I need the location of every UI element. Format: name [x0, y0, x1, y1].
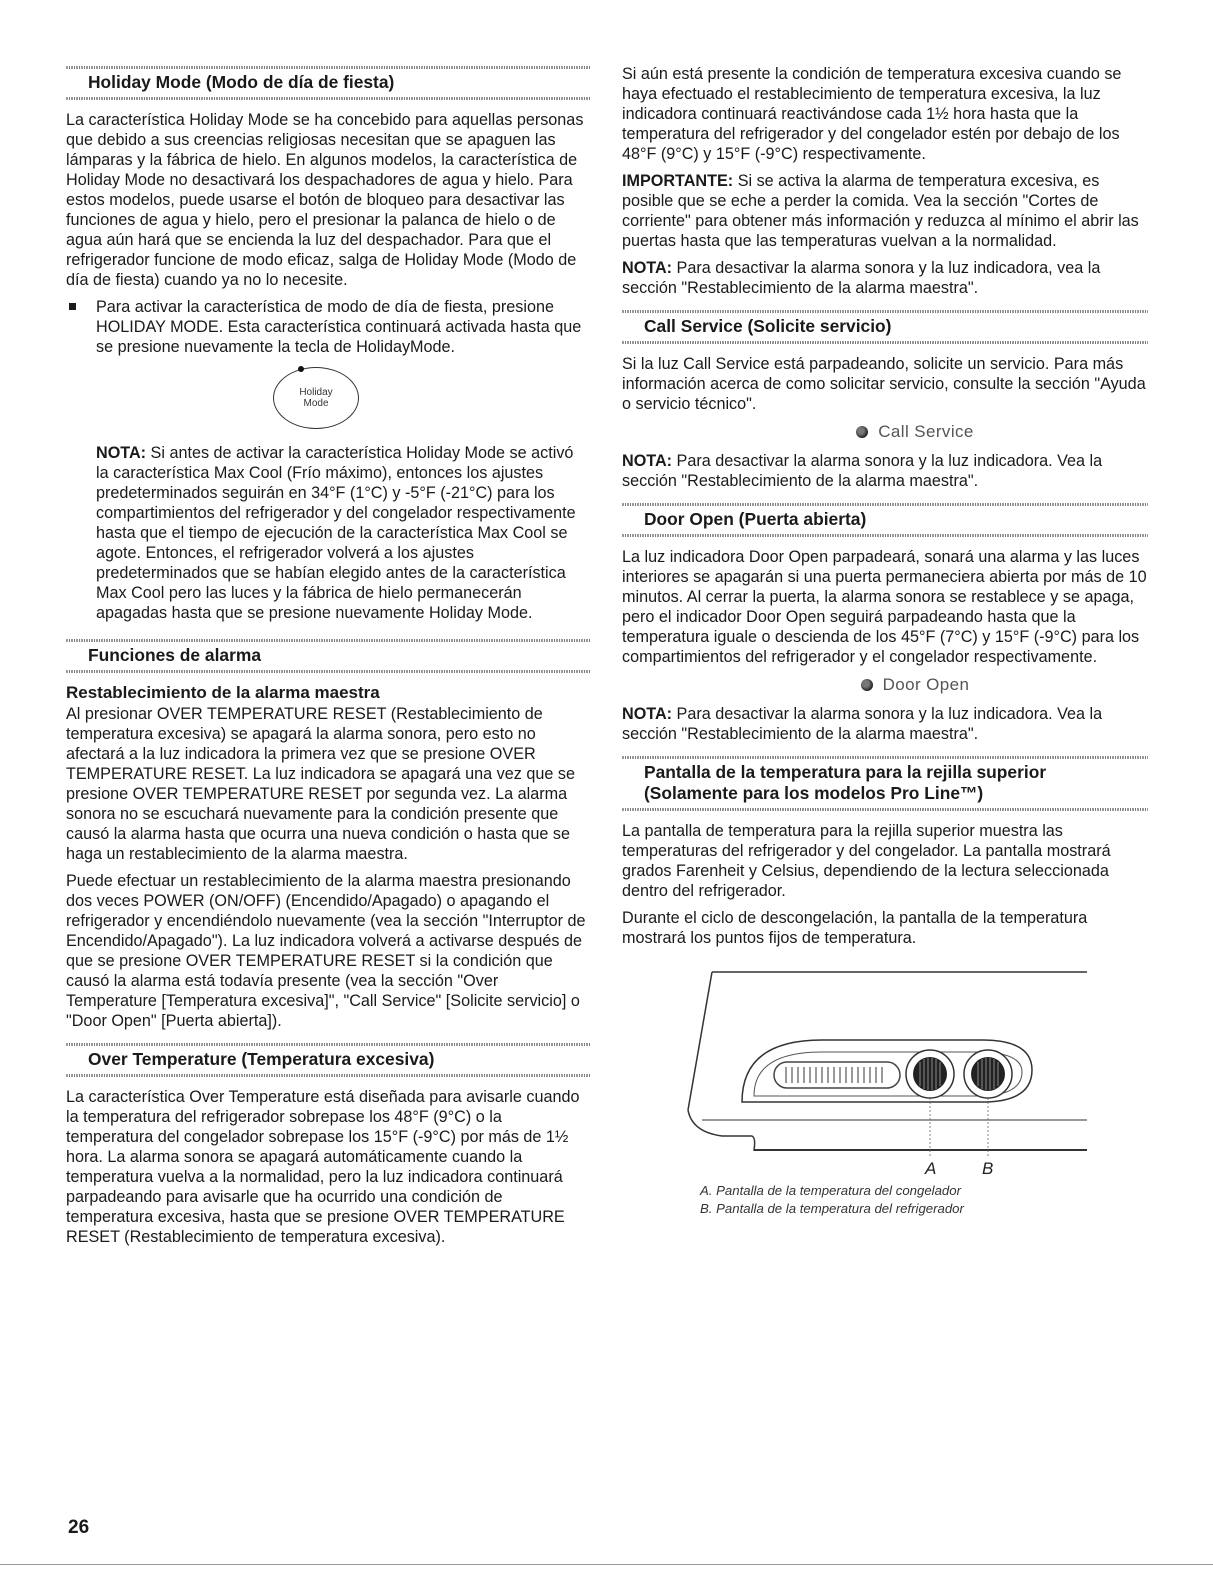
- master-alarm-reset-paragraph-2: Puede efectuar un restablecimiento de la alarma maestra presionando dos veces POWER (ON/OFF) (Encendido/Apagado) o apagando el refrigerador y encendiéndolo nuevamente (vea la sección "Interruptor de Encendido/Apagado"). La luz indicadora volverá a activarse después de que se presione OVER TEMPERATURE RESET si la condición que causó la alarma está todavía presente (vea la sección "Over Temperature [Temperatura excesiva]", "Call Service" [Solicite servicio] o "Door Open" [Puerta abierta]).: [66, 872, 586, 1030]
- call-service-paragraph: Si la luz Call Service está parpadeando, solicite un servicio. Para más información acerca de como solicitar servicio, consulte la sección "Ayuda o servicio técnico".: [622, 355, 1146, 413]
- important-paragraph: [622, 171, 1148, 251]
- call-service-indicator-label: Call Service: [878, 422, 974, 441]
- holiday-mode-button-icon: [273, 367, 359, 429]
- temperature-display-heading-line-1: Pantalla de la temperatura para la rejilla superior: [644, 762, 1047, 782]
- figure-caption-b: B. Pantalla de la temperatura del refrigerador: [700, 1201, 964, 1216]
- temperature-display-heading-line-2: (Solamente para los modelos Pro Line™): [644, 783, 984, 803]
- indicator-light-icon: [856, 426, 868, 438]
- door-open-paragraph: La luz indicadora Door Open parpadeará, sonará una alarma y las luces interiores se apagarán si una puerta permaneciera abierta por más de 10 minutos. Al cerrar la puerta, la alarma sonora se restablece y se apaga, pero el indicador Door Open seguirá parpadeando hasta que la temperatura iguale o descienda de los 45°F (7°C) y 15°F (-9°C) para los compartimientos del refrigerador y el congelador respectivamente.: [622, 548, 1147, 666]
- call-service-note: [622, 451, 1148, 491]
- label-a: A: [925, 1159, 937, 1178]
- temperature-display-paragraph-2: Durante el ciclo de descongelación, la pantalla de la temperatura mostrará los puntos fijos de temperatura.: [622, 909, 1088, 947]
- note-text: Para desactivar la alarma sonora y la luz indicadora. Vea la sección "Restablecimiento de la alarma maestra".: [622, 705, 1103, 743]
- holiday-button-label-1: Holiday: [299, 387, 333, 398]
- door-open-heading: Door Open (Puerta abierta): [622, 501, 1148, 538]
- over-temperature-paragraph: La característica Over Temperature está diseñada para avisarle cuando la temperatura del refrigerador sobrepase los 48°F (9°C) o la temperatura del congelador sobrepase los 15°F (-9°C) por más de 1½ hora. La alarma sonora se apagará automáticamente cuando la temperatura vuelva a la normalidad, pero la luz indicadora continuará parpadeando para avisarle que ha ocurrido una condición de temperatura excesiva, hasta que se presione OVER TEMPERATURE RESET (Restablecimiento de temperatura excesiva).: [66, 1088, 580, 1246]
- over-temperature-continued-paragraph: Si aún está presente la condición de temperatura excesiva cuando se haya efectuado el restablecimiento de temperatura excesiva, la luz indicadora continuará reactivándose cada 1½ hora hasta que la temperatura del refrigerador y del congelador estén por debajo de los 48°F (9°C) y 15°F (-9°C) respectivamente.: [622, 65, 1122, 163]
- note-text: Para desactivar la alarma sonora y la luz indicadora. Vea la sección "Restablecimiento de la alarma maestra".: [622, 452, 1103, 490]
- label-b: B: [982, 1159, 994, 1178]
- temperature-display-figure: [682, 960, 1102, 1180]
- holiday-mode-note: [66, 443, 590, 623]
- temperature-display-heading: [622, 754, 1148, 812]
- holiday-button-label-2: Mode: [303, 398, 329, 409]
- call-service-indicator: [682, 422, 1148, 442]
- call-service-heading: Call Service (Solicite servicio): [622, 308, 1148, 345]
- temperature-display-illustration: [682, 960, 1102, 1180]
- right-column: [622, 64, 1148, 1218]
- over-temperature-note: [622, 258, 1148, 298]
- note-label: NOTA:: [622, 452, 673, 470]
- note-label: NOTA:: [622, 705, 673, 723]
- figure-caption-a: A. Pantalla de la temperatura del congelador: [700, 1183, 961, 1198]
- temperature-display-paragraph-1: La pantalla de temperatura para la rejilla superior muestra las temperaturas del refrigerador y del congelador. La pantalla mostrará grados Farenheit y Celsius, dependiendo de la lectura seleccionada dentro del refrigerador.: [622, 822, 1111, 900]
- indicator-light-icon: [861, 679, 873, 691]
- master-alarm-reset-paragraph-1: Al presionar OVER TEMPERATURE RESET (Restablecimiento de temperatura excesiva) se apagará la alarma sonora, pero esto no afectará a la luz indicadora la primera vez que se presione OVER TEMPERATURE RESET. La luz indicadora se apagará una vez que se presione OVER TEMPERATURE RESET por segunda vez. La alarma sonora no se escuchará nuevamente para la condición presente que causó la alarma hasta que ocurra una nueva condición o hasta que se haga un restablecimiento de la alarma maestra.: [66, 705, 575, 863]
- left-column: [66, 64, 590, 1254]
- door-open-indicator: [682, 675, 1148, 695]
- door-open-note: [622, 704, 1148, 744]
- important-label: IMPORTANTE:: [622, 172, 734, 190]
- note-text: Para desactivar la alarma sonora y la luz indicadora, vea la sección "Restablecimiento de la alarma maestra".: [622, 259, 1101, 297]
- holiday-mode-heading: Holiday Mode (Modo de día de fiesta): [66, 64, 590, 101]
- holiday-button-figure: [42, 367, 590, 429]
- holiday-mode-paragraph: La característica Holiday Mode se ha concebido para aquellas personas que debido a sus creencias religiosas necesitan que se apaguen las lámparas y la fábrica de hielo. En algunos modelos, la característica de Holiday Mode no desactivará los despachadores de agua y hielo. Para estos modelos, puede usarse el botón de bloqueo para desactivar las funciones de agua y hielo, pero el presionar la palanca de hielo o de agua aún hará que se encienda la luz del despachador. Para que el refrigerador funcione de modo eficaz, salga de Holiday Mode (Modo de día de fiesta) cuando ya no lo necesite.: [66, 111, 584, 289]
- holiday-mode-bullet: [66, 297, 590, 357]
- over-temperature-heading: Over Temperature (Temperatura excesiva): [66, 1041, 590, 1078]
- door-open-indicator-label: Door Open: [882, 675, 970, 694]
- indicator-led-icon: [298, 366, 304, 372]
- alarm-functions-heading: Funciones de alarma: [66, 637, 590, 674]
- holiday-mode-bullet-text: Para activar la característica de modo de día de fiesta, presione HOLIDAY MODE. Esta característica continuará activada hasta que se presione nuevamente la tecla de HolidayMode.: [96, 298, 582, 356]
- important-text: Si se activa la alarma de temperatura excesiva, es posible que se eche a perder la comida. Vea la sección "Cortes de corriente" para obtener más información y reduzca al mínimo el abrir las puertas hasta que las temperaturas vuelvan a la normalidad.: [622, 172, 1139, 250]
- note-label: NOTA:: [96, 444, 147, 462]
- page-number: 26: [68, 1517, 90, 1538]
- bottom-rule: [0, 1564, 1213, 1565]
- note-text: Si antes de activar la característica Holiday Mode se activó la característica Max Cool (Frío máximo), entonces los ajustes predeterminados seguirán en 34°F (1°C) y -5°F (-21°C) para los compartimientos del refrigerador y del congelador respectivamente hasta que el tiempo de ejecución de la característica Max Cool se agote. Entonces, el refrigerador volverá a los ajustes predeterminados que se habían elegido antes de la característica Max Cool pero las luces y la fábrica de hielo permanecerán apagadas hasta que se presione nuevamente Holiday Mode.: [96, 444, 576, 622]
- note-label: NOTA:: [622, 259, 673, 277]
- master-alarm-reset-subheading: Restablecimiento de la alarma maestra: [66, 683, 380, 702]
- bullet-square-icon: [69, 303, 76, 310]
